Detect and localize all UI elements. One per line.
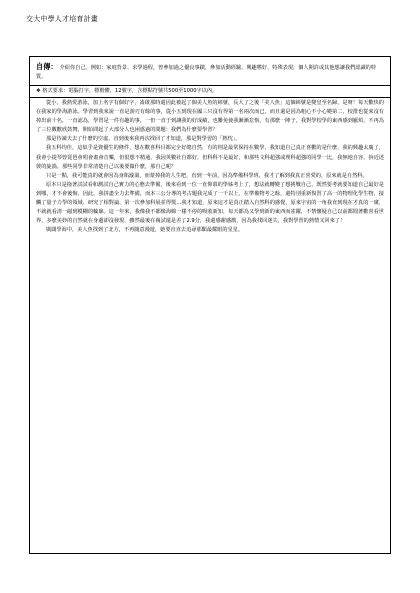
intro-instructions: 介紹你自己。例如：家庭背景、求學過程，曾參加過之優良事蹟，參加活動經驗、興趣嗜好、特殊表現，個人期許或其他想讓我們認識的特質。 (36, 65, 377, 80)
program-title: 交大中學人才培育計畫 (26, 15, 98, 23)
essay-body (30, 98, 390, 235)
intro-section (30, 57, 390, 85)
essay-paragraph: 廣闊學海中，美人魚找到了北方，不再隨意漫遊，她要直直去追尋那顆最耀眼的星星。 (46, 227, 244, 234)
essay-paragraph: 原本只是拖著試試看和測試自己實力的心態去準備，後來看到一位一直仰慕的學姊考上了，想法就轉變了想挑戰自己，既然要考就要知道自己最好是到哪，才不會後悔，因此，我拼盡全力去準備，而本三公分導的考古題我完成了一千以上，在準備物考之餘，還特別重新復習了高一的物理化學生物，接觸了量子力學的領域、研究了相對論、第一次參加科展並得獎…我才知道，原來這才是真正踏入自然科的感覺，原來宇宙的一角我直到現在才真的一窺，不就就看清一磁到模糊的輪廓。這一年來，我像我不都像海綿一樣不停的吸收新知，每天都為又學到新的東西而雀躍，不禁懷疑自己以前都閒著歡喜看世界，多麼美妙的自然就在身邊卻沒發現，雖然最後在複試還是差了2.9分，我還感謝感激，因為我找回迷失，我對學習的熱情又回來了！ (36, 181, 384, 225)
essay-paragraph: 只是一點，我可能真的就會因為身陷漩渦，而蒙掉我的人生吧，直到一年前，因為準備科學班，我才了解到我真正喜愛的，原來就是自然科。 (46, 172, 368, 179)
essay-paragraph: 我五科均佳，這似乎是資優生的條件，想在歡喜科目都完全好總自然，有的則是最常保持在數學，我知道自己真正喜歡的是什麼，我的興趣太廣了，我會小提琴曾琵琶會唱會畫會音樂，但很想不精通，我因英數社自都好，但科科不是最好，和那些文科超強或理科超強的同學一比，我無地自容，拚近述彼的旋渦。那些同學非常清楚自己以後要做什麼，那自己呢？ (36, 145, 384, 170)
format-requirement: ❖ 格式要求：電腦打字，標楷體，12號字，含標點符號共500至1000字以內。 (36, 88, 218, 94)
autobiography-label: 自傳： (36, 62, 58, 71)
autobiography-form (29, 56, 391, 554)
essay-paragraph: 那是待讀夫去了什麼的空虛，直到後來我再次找回了才知道，那是對學習的「熱忱」。 (46, 136, 241, 143)
essay-paragraph: 從小，我熱愛游泳，加上名字有個好字，崙啟那時還因此被起了個美人魚的綽號，長大了之後「美人魚」這個綽號是變皇至名歸，是呀！每天歡快的在我家的學海游泳。學習到我來說一直是游刃有餘的事，從小五到現在國三只沒有得第一名兩次而已，而且還是因為粗心不小心變第二，校排也從來沒有掉出前十名，一直認為，學習是一件有趣的事，一但一直于到讓我的好成績，也難免使我漸漸怠惰，有那麼一陣子，我對學校學的東西感到厭煩，不再為了三位數歡欣鼓舞，開始問起了大部分人也困惑過的問題：我們為什麼要學習？ (36, 100, 384, 134)
